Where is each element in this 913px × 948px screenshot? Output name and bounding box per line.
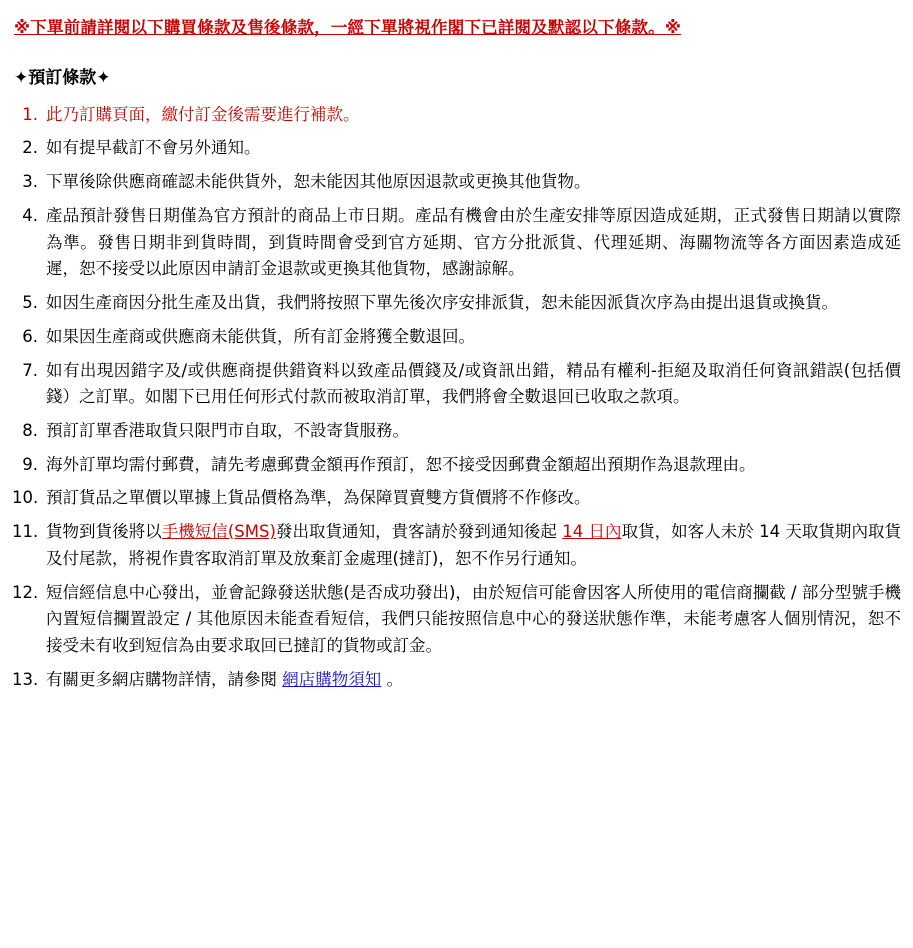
term-item (12, 418, 901, 445)
term-number: 2. (22, 138, 38, 158)
top-notice-text: ※下單前請詳閱以下購買條款及售後條款，一經下單將視作閣下已詳閱及默認以下條款。※ (14, 18, 682, 37)
term-number: 10. (12, 488, 39, 508)
section-title: ✦預訂條款✦ (14, 67, 111, 88)
term-text: 產品預計發售日期僅為官方預計的商品上市日期。產品有機會由於生產安排等原因造成延期，正式發售日期請以實際為準。發售日期非到貨時間，到貨時間會受到官方延期、官方分批派貨、代理延期、海關物流等各方面因素造成延遲，恕不接受以此原因申請訂金退款或更換其他貨物，感謝諒解。 (46, 205, 901, 279)
term-item (12, 358, 901, 411)
term-text: 取貨，如客人未於 14 天取貨期內取貨及付尾款，將視作貴客取消訂單及放棄訂金處理(撻訂)，恕不作另行通知。 (46, 522, 902, 568)
term-number: 13. (12, 669, 39, 689)
shopping-guide-link[interactable]: 網店購物須知 (282, 669, 382, 689)
term-number: 12. (12, 582, 39, 602)
term-item (12, 667, 901, 694)
term-text: 下單後除供應商確認未能供貨外，恕未能因其他原因退款或更換其他貨物。 (46, 172, 591, 192)
term-item (12, 169, 901, 196)
bottom-spacer (12, 700, 901, 714)
term-item (12, 203, 901, 283)
term-number: 1. (22, 104, 38, 124)
term-text: 。 (381, 669, 403, 689)
term-number: 5. (22, 293, 38, 313)
terms-list (12, 102, 901, 694)
term-item (12, 324, 901, 351)
term-text: 預訂貨品之單價以單據上貨品價格為準，為保障買賣雙方貨價將不作修改。 (46, 488, 591, 508)
term-item (12, 485, 901, 512)
term-item (12, 580, 901, 660)
term-number: 9. (22, 454, 38, 474)
term-text: 如因生產商因分批生產及出貨，我們將按照下單先後次序安排派貨，恕未能因派貨次序為由提出退貨或換貨。 (46, 293, 838, 313)
term-item (12, 290, 901, 317)
term-text: 貨物到貨後將以 (46, 522, 162, 542)
term-number: 3. (22, 172, 38, 192)
term-text: 預訂訂單香港取貨只限門市自取，不設寄貨服務。 (46, 420, 409, 440)
term-item (12, 519, 901, 572)
term-item (12, 452, 901, 479)
term-item (12, 102, 901, 129)
term-item (12, 135, 901, 162)
term-highlight: 手機短信(SMS) (161, 522, 276, 542)
term-number: 4. (22, 205, 38, 225)
term-text: 此乃訂購頁面，繳付訂金後需要進行補款。 (46, 104, 360, 124)
term-text: 海外訂單均需付郵費，請先考慮郵費金額再作預訂，恕不接受因郵費金額超出預期作為退款理由。 (46, 454, 756, 474)
term-text: 發出取貨通知，貴客請於發到通知後起 (275, 522, 563, 542)
term-text: 短信經信息中心發出，並會記錄發送狀態(是否成功發出)，由於短信可能會因客人所使用的電信商攔截 / 部分型號手機內置短信攔置設定 / 其他原因未能查看短信，我們只能按照信息中心的發送狀態作準，未能考慮客人個別情況，恕不接受未有收到短信為由要求取回已撻訂的貨物或訂金。 (46, 582, 901, 655)
term-text: 如有提早截訂不會另外通知。 (46, 138, 261, 158)
top-notice (14, 16, 901, 41)
term-text: 有關更多網店購物詳情，請參閱 (46, 669, 283, 689)
term-highlight: 14 日內 (562, 522, 622, 542)
term-text: 如有出現因錯字及/或供應商提供錯資料以致產品價錢及/或資訊出錯，精品有權利-拒絕及取消任何資訊錯誤(包括價錢）之訂單。如閣下已用任何形式付款而被取消訂單，我們將會全數退回已收取之款項。 (46, 360, 901, 407)
term-number: 8. (22, 420, 38, 440)
term-number: 7. (22, 360, 38, 380)
term-text: 如果因生產商或供應商未能供貨，所有訂金將獲全數退回。 (46, 326, 475, 346)
term-number: 6. (22, 326, 38, 346)
term-number: 11. (12, 522, 39, 542)
